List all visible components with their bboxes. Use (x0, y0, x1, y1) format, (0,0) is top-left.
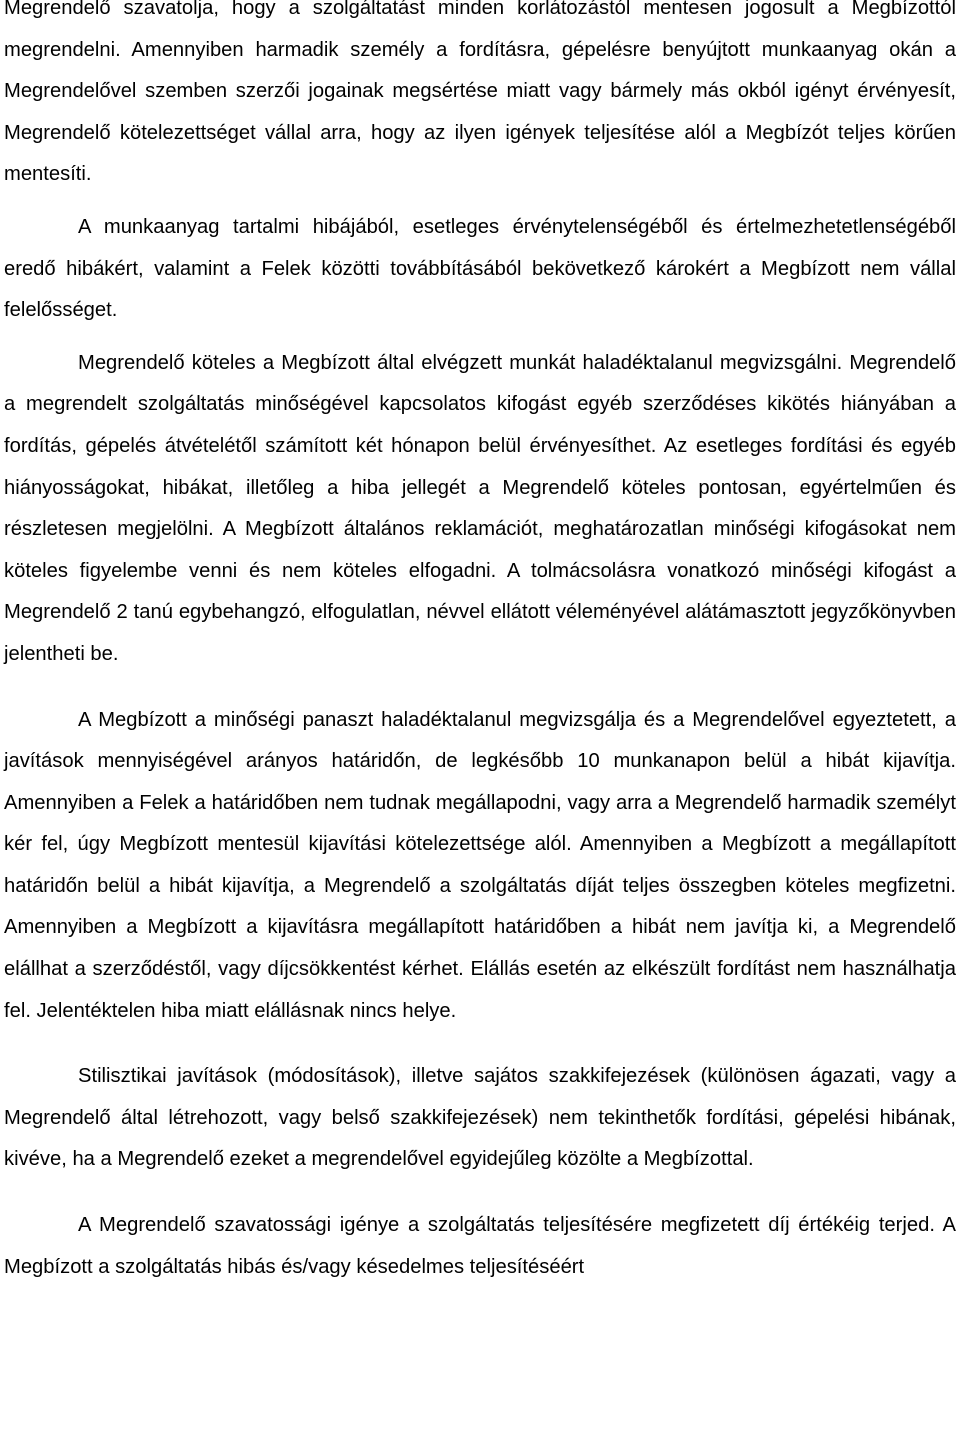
paragraph-warranty-limit: A Megrendelő szavatossági igénye a szolgáltatás teljesítésére megfizetett díj értékéig terjed. A Megbízott a szolgáltatás hibás és/vagy késedelmes teljesítéséért (4, 1214, 956, 1278)
document-page (4, 0, 956, 1288)
paragraph-quality-correction: A Megbízott a minőségi panaszt haladéktalanul megvizsgálja és a Megrendelővel egyeztetett, a javítások mennyiségével arányos határidőn, de legkésőbb 10 munkanapon belül a hibát kijavítja. Amennyiben a Felek a határidőben nem tudnak megállapodni, vagy arra a Megrendelő harmadik személyt kér fel, úgy Megbízott mentesül kijavítási kötelezettsége alól. Amennyiben a Megbízott a megállapított határidőn belül a hibát kijavítja, a Megrendelő a szolgáltatás díját teljes összegben köteles megfizetni. Amennyiben a Megbízott a kijavításra megállapított határidőben a hibát nem javítja ki, a Megrendelő elállhat a szerződéstől, vagy díjcsökkentést kérhet. Elállás esetén az elkészült fordítást nem használhatja fel. Jelentéktelen hiba miatt elállásnak nincs helye. (4, 708, 956, 1022)
paragraph-material-liability: A munkaanyag tartalmi hibájából, esetleges érvénytelenségéből és értelmezhetetlenségéből eredő hibákért, valamint a Felek közötti továbbításából bekövetkező károkért a Megbízott nem vállal felelősséget. (4, 215, 956, 322)
paragraph-client-warranty: Megrendelő szavatolja, hogy a szolgáltatást minden korlátozástól mentesen jogosult a Megbízottól megrendelni. Amennyiben harmadik személy a fordításra, gépelésre benyújtott munkaanyag okán a Megrendelővel szemben szerzői jogainak megsértése miatt vagy bármely más okból igényt érvényesít, Megrendelő kötelezettséget vállal arra, hogy az ilyen igények teljesítése alól a Megbízót teljes körűen mentesíti. (4, 0, 956, 186)
paragraph-inspection-complaints: Megrendelő köteles a Megbízott által elvégzett munkát haladéktalanul megvizsgálni. Megrendelő a megrendelt szolgáltatás minőségével kapcsolatos kifogást egyéb szerződéses kikötés hiányában a fordítás, gépelés átvételétől számított két hónapon belül érvényesíthet. Az esetleges fordítási és egyéb hiányosságokat, hibákat, illetőleg a hiba jellegét a Megrendelő köteles pontosan, egyértelműen és részletesen megjelölni. A Megbízott általános reklamációt, meghatározatlan minőségi kifogásokat nem köteles figyelembe venni és nem köteles elfogadni. A tolmácsolásra vonatkozó minőségi kifogást a Megrendelő 2 tanú egybehangzó, elfogulatlan, névvel ellátott véleményével alátámasztott jegyzőkönyvben jelentheti be. (4, 351, 956, 665)
paragraph-stylistic-changes: Stilisztikai javítások (módosítások), illetve sajátos szakkifejezések (különösen ágazati, vagy a Megrendelő által létrehozott, vagy belső szakkifejezések) nem tekinthetők fordítási, gépelési hibának, kivéve, ha a Megrendelő ezeket a megrendelővel egyidejűleg közölte a Megbízottal. (4, 1065, 956, 1171)
